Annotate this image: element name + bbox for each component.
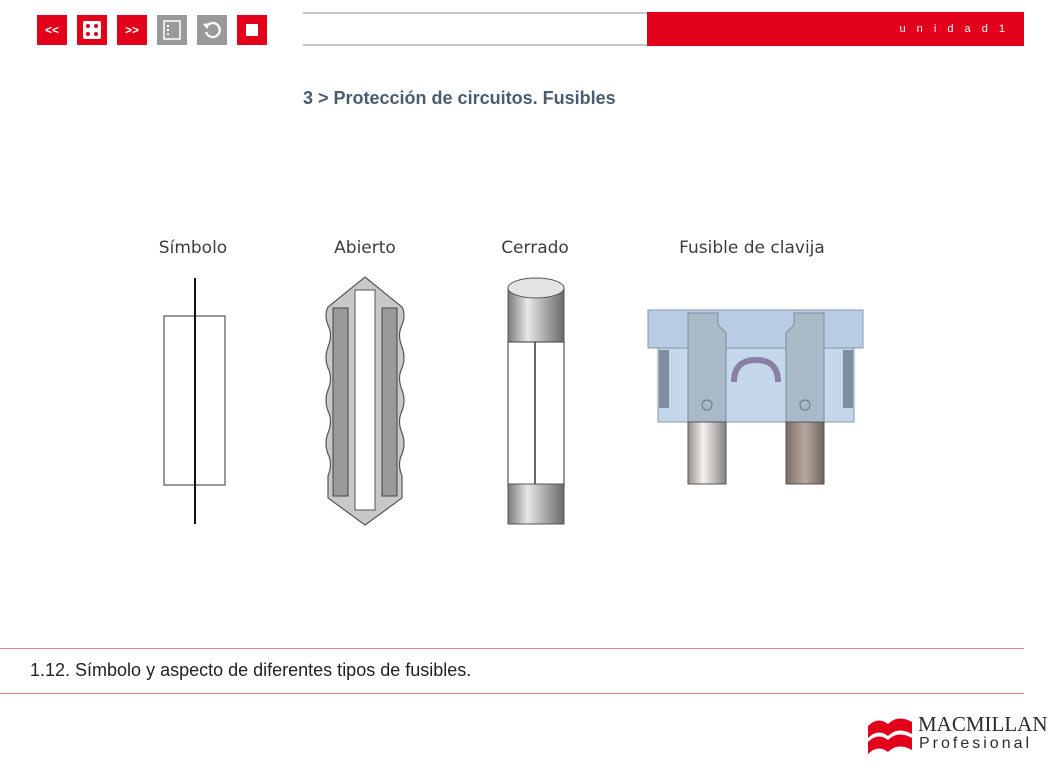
macmillan-logo-mark [866,712,916,758]
closed-label: Cerrado [501,238,569,258]
macmillan-logo [866,712,1048,758]
page-title: 3 > Protección de circuitos. Fusibles [303,88,616,108]
dice-icon [82,20,102,40]
logo-sub: Profesional [919,735,1033,752]
open-label: Abierto [334,238,396,258]
prev-button[interactable] [37,15,67,45]
fuse-symbol-drawing [164,278,225,524]
caption-top-rule [0,648,1024,649]
blade-label: Fusible de clavija [679,238,825,258]
symbol-label: Símbolo [158,238,228,258]
stop-button[interactable] [237,15,267,45]
blade-fuse-drawing [648,310,863,484]
list-icon [163,20,181,40]
double-chevron-left-icon: << [44,23,59,37]
unit-banner [647,12,1024,46]
home-button[interactable] [77,15,107,45]
closed-fuse-drawing [508,278,564,524]
index-button[interactable] [157,15,187,45]
undo-icon [202,20,222,40]
header-divider [303,12,647,46]
double-chevron-right-icon: >> [124,23,139,37]
next-button[interactable] [117,15,147,45]
fuse-figure [140,230,880,535]
caption-bottom-rule [0,693,1024,694]
figure-caption: 1.12. Símbolo y aspecto de diferentes tipos de fusibles. [30,660,472,680]
unit-label: u n i d a d 1 [899,23,1009,35]
stop-icon [245,23,259,37]
fuse-drawings [140,230,880,535]
open-fuse-drawing [326,277,404,525]
back-button[interactable] [197,15,227,45]
logo-name: MACMILLAN [918,712,1048,736]
nav-bar [37,15,269,45]
